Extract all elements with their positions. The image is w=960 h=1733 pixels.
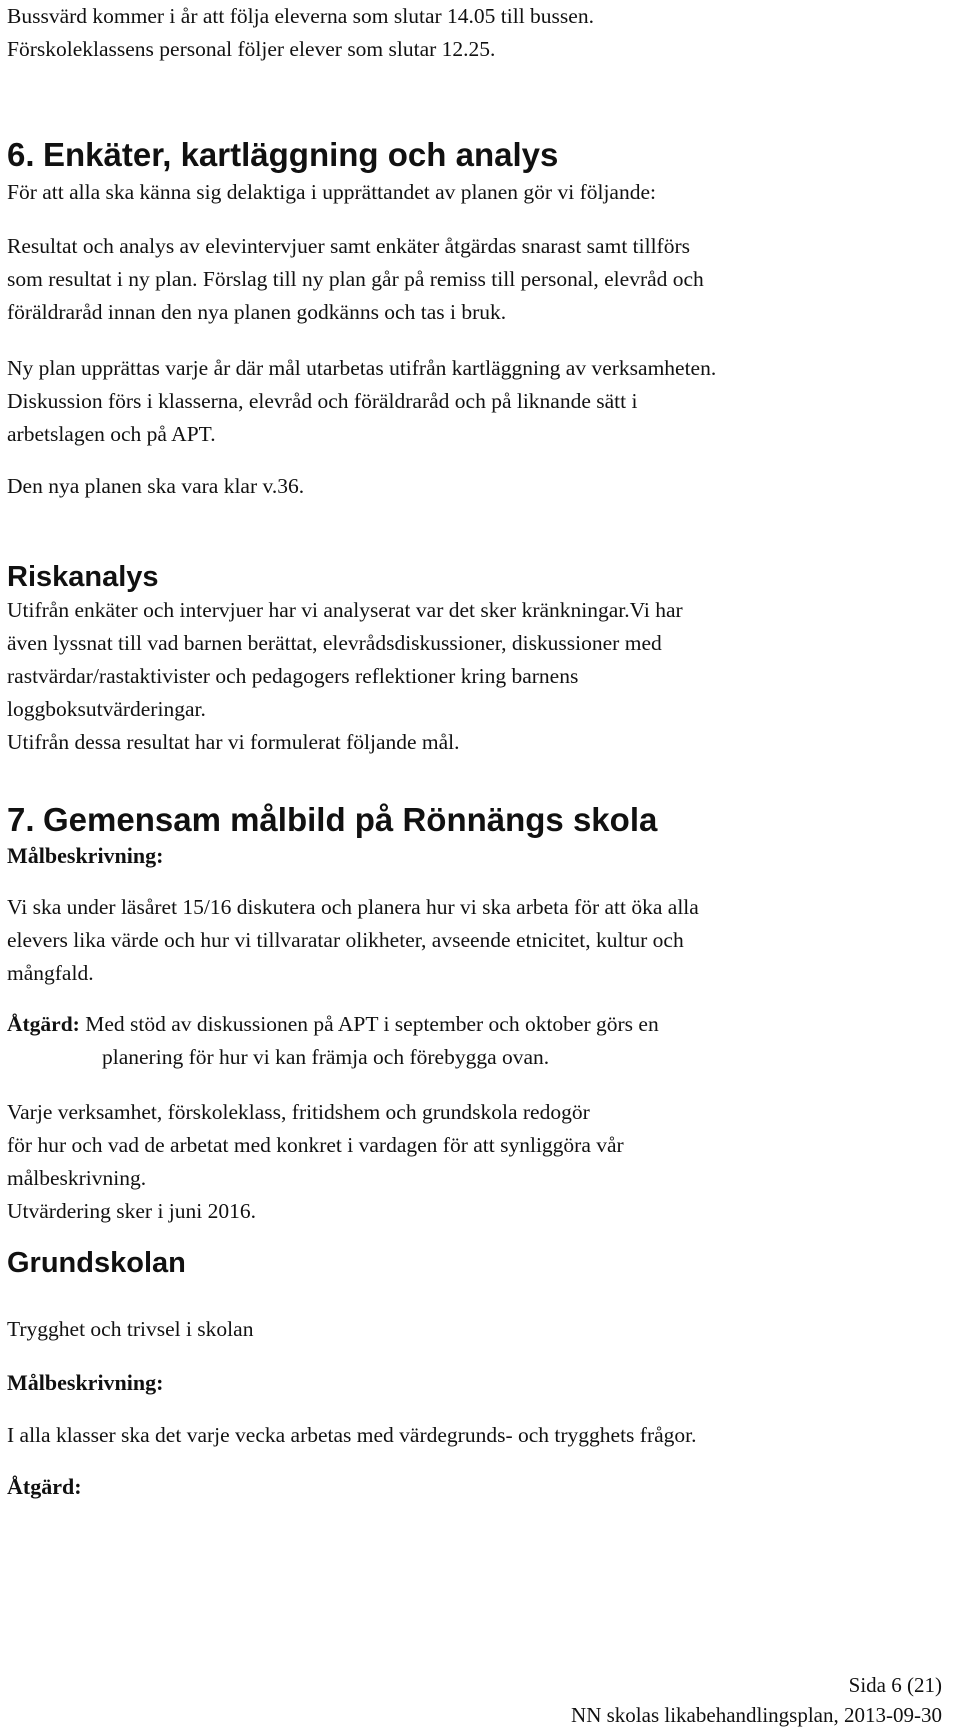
section-6-paragraph-2 <box>7 352 950 451</box>
atgard-label: Åtgärd: <box>7 1012 80 1036</box>
text-line: mångfald. <box>7 961 94 985</box>
malbeskrivning-label: Målbeskrivning: <box>7 843 164 868</box>
text-line: Den nya planen ska vara klar v.36. <box>7 474 305 498</box>
text-line: Resultat och analys av elevintervjuer samt enkäter åtgärdas snarast samt tillförs <box>7 234 690 258</box>
section-6-intro <box>7 176 950 209</box>
text-line: Diskussion förs i klasserna, elevråd och föräldraråd och på liknande sätt i <box>7 389 638 413</box>
section-7-heading <box>7 801 950 839</box>
text-line: Utifrån enkäter och intervjuer har vi analyserat var det sker kränkningar.Vi har <box>7 598 683 622</box>
section-title: Enkäter, kartläggning och analys <box>43 136 559 173</box>
followup-paragraph <box>7 1096 950 1228</box>
text-line: rastvärdar/rastaktivister och pedagogers reflektioner kring barnens <box>7 664 579 688</box>
text-line: som resultat i ny plan. Förslag till ny plan går på remiss till personal, elevråd och <box>7 267 704 291</box>
page-number: Sida 6 (21) <box>848 1673 942 1697</box>
text-line: arbetslagen och på APT. <box>7 422 216 446</box>
section-6-heading <box>7 136 950 174</box>
bus-info <box>7 0 950 66</box>
atgard-text: Med stöd av diskussionen på APT i september och oktober görs en <box>79 1012 659 1036</box>
goal-paragraph <box>7 891 950 990</box>
atgard-block <box>7 1008 950 1074</box>
text-line: Utvärdering sker i juni 2016. <box>7 1199 256 1223</box>
document-footer: NN skolas likabehandlingsplan, 2013-09-30 <box>571 1703 942 1727</box>
text-line: Varje verksamhet, förskoleklass, fritidshem och grundskola redogör <box>7 1100 590 1124</box>
grundskolan-heading: Grundskolan <box>7 1247 186 1279</box>
grundskolan-subtitle: Trygghet och trivsel i skolan <box>7 1317 254 1341</box>
riskanalys-heading: Riskanalys <box>7 561 159 593</box>
text-line: loggboksutvärderingar. <box>7 697 206 721</box>
grundskolan-malbeskrivning-label: Målbeskrivning: <box>7 1370 164 1395</box>
text-line: Bussvärd kommer i år att följa eleverna som slutar 14.05 till bussen. <box>7 4 594 28</box>
text-line: även lyssnat till vad barnen berättat, elevrådsdiskussioner, diskussioner med <box>7 631 662 655</box>
atgard-text-continued: planering för hur vi kan främja och förebygga ovan. <box>102 1045 550 1069</box>
text-line: målbeskrivning. <box>7 1166 147 1190</box>
text-line: Förskoleklassens personal följer elever som slutar 12.25. <box>7 37 496 61</box>
text-line: Vi ska under läsåret 15/16 diskutera och planera hur vi ska arbeta för att öka alla <box>7 895 699 919</box>
riskanalys-body <box>7 594 950 759</box>
section-number: 7. <box>7 801 35 838</box>
text-line: elevers lika värde och hur vi tillvaratar olikheter, avseende etnicitet, kultur och <box>7 928 684 952</box>
grundskolan-goal: I alla klasser ska det varje vecka arbetas med värdegrunds- och trygghets frågor. <box>7 1423 697 1447</box>
section-title: Gemensam målbild på Rönnängs skola <box>43 801 658 838</box>
section-6-paragraph-3 <box>7 470 950 503</box>
section-number: 6. <box>7 136 35 173</box>
text-line: För att alla ska känna sig delaktiga i upprättandet av planen gör vi följande: <box>7 180 656 204</box>
text-line: för hur och vad de arbetat med konkret i vardagen för att synliggöra vår <box>7 1133 624 1157</box>
text-line: Ny plan upprättas varje år där mål utarbetas utifrån kartläggning av verksamheten. <box>7 356 717 380</box>
grundskolan-atgard-label: Åtgärd: <box>7 1474 82 1499</box>
text-line: Utifrån dessa resultat har vi formulerat följande mål. <box>7 730 460 754</box>
text-line: föräldraråd innan den nya planen godkänns och tas i bruk. <box>7 300 507 324</box>
section-6-paragraph-1 <box>7 230 950 329</box>
